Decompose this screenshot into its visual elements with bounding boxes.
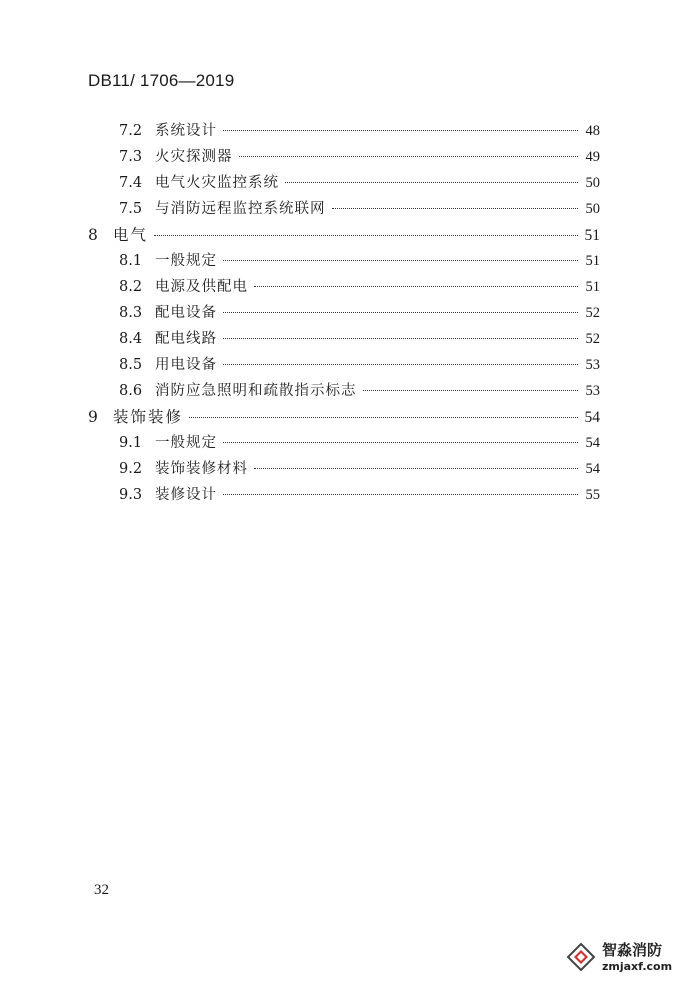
toc-leader-dots bbox=[239, 156, 579, 157]
toc-section-entry[interactable] bbox=[119, 119, 600, 139]
toc-entry-page: 49 bbox=[585, 149, 600, 165]
toc-entry-number: 9.3 bbox=[119, 487, 143, 503]
toc-entry-number: 9 bbox=[88, 408, 98, 426]
toc-section-entry[interactable] bbox=[119, 145, 600, 165]
toc-leader-dots bbox=[223, 494, 578, 495]
toc-leader-dots bbox=[189, 417, 578, 418]
toc-entry-number: 7.4 bbox=[119, 175, 143, 191]
toc-entry-number: 8.2 bbox=[119, 279, 143, 295]
toc-entry-number: 9.2 bbox=[119, 461, 143, 477]
toc-section-entry[interactable] bbox=[119, 249, 600, 269]
toc-entry-page: 51 bbox=[585, 279, 600, 295]
toc-entry-number: 7.5 bbox=[119, 201, 143, 217]
watermark-logo bbox=[566, 942, 672, 972]
toc-entry-title: 电源及供配电 bbox=[155, 279, 248, 295]
toc-section-entry[interactable] bbox=[119, 275, 600, 295]
toc-entry-title: 火灾探测器 bbox=[155, 149, 233, 165]
toc-entry-page: 54 bbox=[585, 435, 600, 451]
toc-leader-dots bbox=[223, 130, 578, 131]
toc-entry-number: 8 bbox=[88, 226, 98, 244]
toc-entry-title: 一般规定 bbox=[155, 253, 217, 269]
toc-entry-page: 53 bbox=[585, 357, 600, 373]
toc-entry-page: 54 bbox=[584, 409, 600, 426]
toc-section-entry[interactable] bbox=[119, 353, 600, 373]
toc-entry-number: 9.1 bbox=[119, 435, 143, 451]
toc-entry-page: 52 bbox=[585, 331, 600, 347]
watermark-name: 智淼消防 bbox=[602, 940, 663, 959]
toc-leader-dots bbox=[332, 208, 579, 209]
toc-entry-title: 装饰装修 bbox=[113, 408, 184, 426]
toc-entry-title: 系统设计 bbox=[155, 123, 217, 139]
toc-section-entry[interactable] bbox=[119, 327, 600, 347]
toc-leader-dots bbox=[223, 338, 578, 339]
toc-leader-dots bbox=[154, 235, 578, 236]
toc-entry-page: 51 bbox=[584, 227, 600, 244]
toc-entry-title: 装饰装修材料 bbox=[155, 461, 248, 477]
toc-entry-number: 8.3 bbox=[119, 305, 143, 321]
toc-entry-page: 52 bbox=[585, 305, 600, 321]
toc-section-entry[interactable] bbox=[119, 483, 600, 503]
toc-leader-dots bbox=[285, 182, 578, 183]
toc-entry-page: 53 bbox=[585, 383, 600, 399]
toc-section-entry[interactable] bbox=[119, 197, 600, 217]
diamond-logo-icon bbox=[566, 942, 596, 972]
toc-chapter-entry[interactable] bbox=[88, 405, 600, 425]
toc-entry-title: 装修设计 bbox=[155, 487, 217, 503]
toc-entry-number: 7.3 bbox=[119, 149, 143, 165]
toc-entry-title: 配电设备 bbox=[155, 305, 217, 321]
toc-section-entry[interactable] bbox=[119, 301, 600, 321]
document-code: DB11/ 1706—2019 bbox=[88, 71, 235, 90]
toc-leader-dots bbox=[223, 364, 578, 365]
toc-entry-title: 配电线路 bbox=[155, 331, 217, 347]
toc-entry-number: 8.6 bbox=[119, 383, 143, 399]
toc-entry-page: 48 bbox=[585, 123, 600, 139]
toc-section-entry[interactable] bbox=[119, 431, 600, 451]
toc-leader-dots bbox=[223, 442, 578, 443]
toc-entry-title: 一般规定 bbox=[155, 435, 217, 451]
toc-chapter-entry[interactable] bbox=[88, 223, 600, 243]
toc-entry-page: 54 bbox=[585, 461, 600, 477]
toc-leader-dots bbox=[363, 390, 579, 391]
toc-entry-number: 8.5 bbox=[119, 357, 143, 373]
toc-entry-title: 用电设备 bbox=[155, 357, 217, 373]
toc-section-entry[interactable] bbox=[119, 171, 600, 191]
toc-entry-number: 8.1 bbox=[119, 253, 143, 269]
toc-entry-page: 51 bbox=[585, 253, 600, 269]
toc-entry-title: 电气 bbox=[113, 226, 149, 244]
toc-section-entry[interactable] bbox=[119, 379, 600, 399]
toc-section-entry[interactable] bbox=[119, 457, 600, 477]
toc-entry-page: 55 bbox=[585, 487, 600, 503]
watermark-domain: zmjaxf.com bbox=[602, 959, 673, 973]
toc-entry-title: 电气火灾监控系统 bbox=[155, 175, 279, 191]
toc-entry-number: 7.2 bbox=[119, 123, 143, 139]
toc-leader-dots bbox=[254, 286, 578, 287]
page-number: 32 bbox=[94, 882, 109, 898]
toc-entry-page: 50 bbox=[585, 201, 600, 217]
toc-leader-dots bbox=[254, 468, 578, 469]
toc-entry-page: 50 bbox=[585, 175, 600, 191]
toc-entry-title: 与消防远程监控系统联网 bbox=[155, 201, 326, 217]
toc-leader-dots bbox=[223, 260, 578, 261]
toc-entry-title: 消防应急照明和疏散指示标志 bbox=[155, 383, 357, 399]
toc-entry-number: 8.4 bbox=[119, 331, 143, 347]
toc-leader-dots bbox=[223, 312, 578, 313]
